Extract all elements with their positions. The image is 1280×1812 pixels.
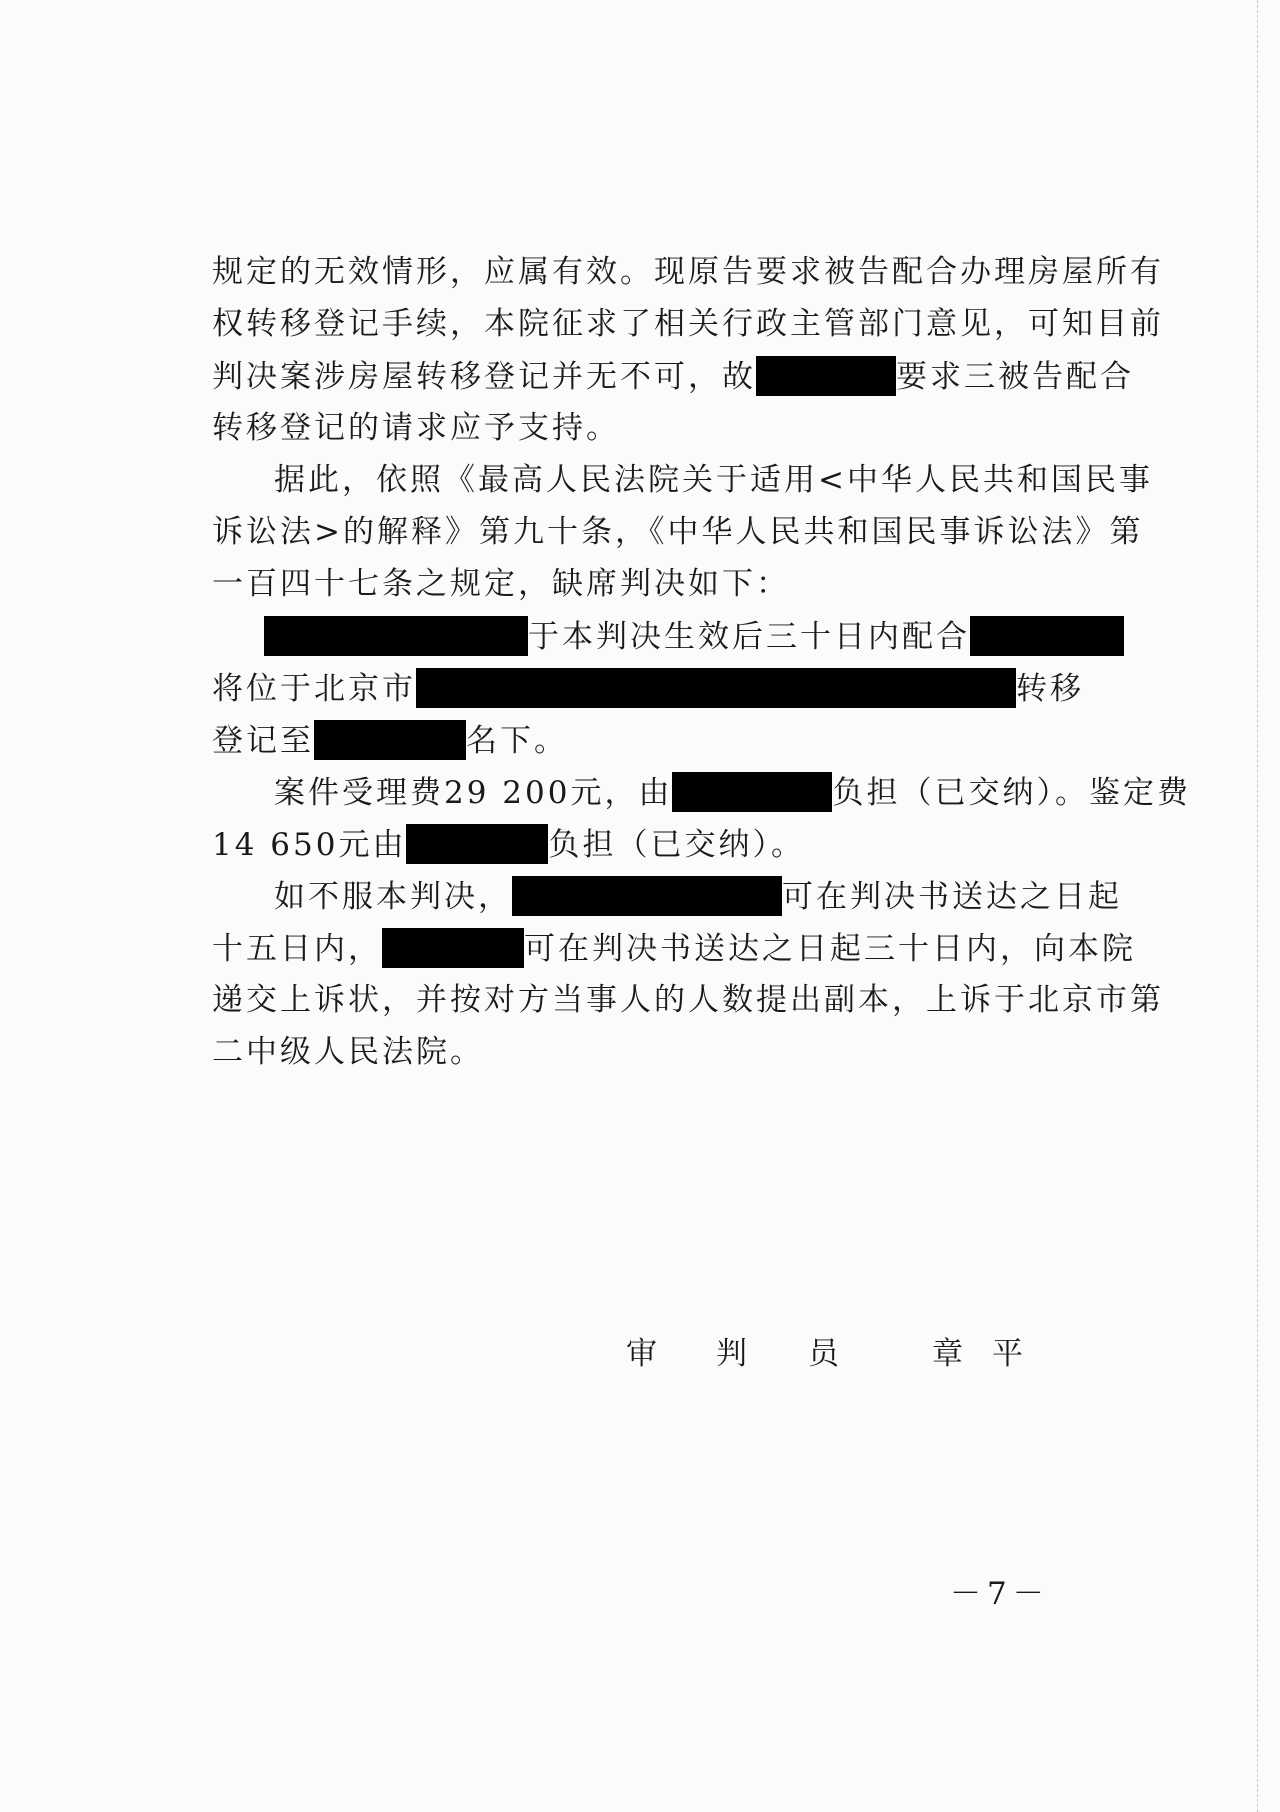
text-line — [212, 720, 568, 760]
text-line — [274, 772, 1191, 812]
text-line — [212, 356, 1134, 396]
signature-role-char-3: 员 — [808, 1336, 839, 1372]
redaction-block — [406, 824, 548, 864]
text-segment: 14 650元由 — [212, 827, 407, 863]
text-segment: 将位于北京市 — [212, 671, 416, 707]
redaction-block — [970, 616, 1124, 656]
text-segment: 可在判决书送达之日起三十日内，向本院 — [524, 931, 1136, 967]
text-segment: 登记至 — [212, 723, 314, 759]
text-line — [274, 876, 1122, 916]
text-segment: 递交上诉状，并按对方当事人的人数提出副本，上诉于北京市第 — [212, 982, 1164, 1018]
judge-name-char-2: 平 — [992, 1336, 1023, 1372]
text-segment: 十五日内， — [212, 931, 382, 967]
text-line — [264, 616, 1124, 656]
text-line — [212, 252, 1164, 292]
text-segment: 二中级人民法院。 — [212, 1034, 484, 1070]
text-line — [212, 408, 620, 448]
text-segment: 可在判决书送达之日起 — [782, 879, 1122, 915]
redaction-block — [416, 668, 1016, 708]
text-segment: 诉讼法>的解释》第九十条，《中华人民共和国民事诉讼法》第 — [212, 514, 1144, 550]
redaction-block — [314, 720, 466, 760]
scan-edge-line — [1256, 0, 1258, 1812]
text-line — [212, 928, 1136, 968]
text-segment: 名下。 — [466, 723, 568, 759]
signature-role-char-1: 审 — [626, 1336, 657, 1372]
text-segment: 据此，依照《最高人民法院关于适用<中华人民共和国民事 — [274, 462, 1153, 498]
text-segment: 规定的无效情形，应属有效。现原告要求被告配合办理房屋所有 — [212, 254, 1164, 290]
signature-role-char-2: 判 — [716, 1336, 747, 1372]
text-segment: 负担（已交纳）。 — [548, 827, 805, 863]
redaction-block — [264, 616, 528, 656]
redaction-block — [756, 356, 896, 396]
text-line — [212, 512, 1143, 552]
redaction-block — [512, 876, 782, 916]
judge-name-char-1: 章 — [932, 1336, 963, 1372]
text-line — [212, 1032, 484, 1072]
text-segment: 如不服本判决， — [274, 879, 512, 915]
text-segment: 案件受理费29 200元，由 — [274, 775, 673, 811]
text-segment: 负担（已交纳）。鉴定费 — [832, 775, 1191, 811]
text-segment: 要求三被告配合 — [896, 359, 1134, 395]
text-segment: 一百四十七条之规定，缺席判决如下： — [212, 566, 790, 602]
page-number: －7－ — [950, 1576, 1050, 1612]
text-segment: 于本判决生效后三十日内配合 — [528, 619, 970, 655]
text-segment: 转移 — [1016, 671, 1084, 707]
text-line — [212, 824, 805, 864]
redaction-block — [672, 772, 832, 812]
text-line — [274, 460, 1153, 500]
text-line — [212, 564, 790, 604]
text-segment: 转移登记的请求应予支持。 — [212, 410, 620, 446]
text-segment: 权转移登记手续，本院征求了相关行政主管部门意见，可知目前 — [212, 306, 1164, 342]
text-line — [212, 304, 1164, 344]
redaction-block — [382, 928, 524, 968]
text-line — [212, 980, 1164, 1020]
text-line — [212, 668, 1084, 708]
text-segment: 判决案涉房屋转移登记并无不可，故 — [212, 359, 756, 395]
